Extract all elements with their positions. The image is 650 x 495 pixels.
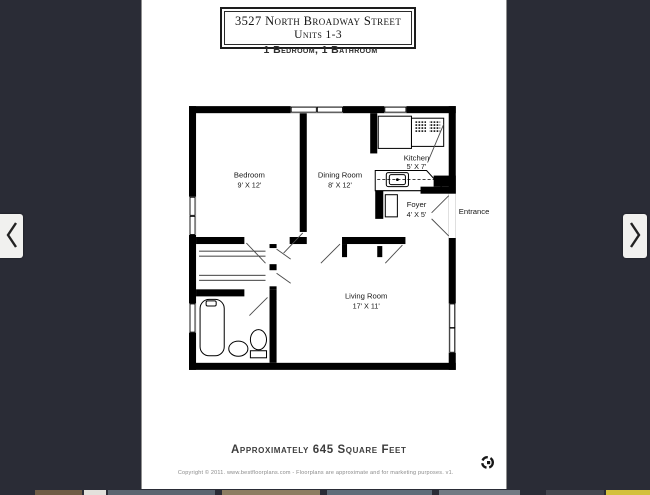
- room-label-kitchen: Kitchen: [403, 153, 430, 163]
- closet-shelves: [199, 251, 265, 280]
- chevron-left-icon: [4, 220, 20, 253]
- foyer-closet-icon: [385, 195, 397, 217]
- thumbnail-sliver[interactable]: [108, 490, 215, 495]
- thumbnail-sliver[interactable]: [35, 490, 82, 495]
- room-dims-living: 17' X 11': [352, 301, 380, 311]
- room-dims-foyer: 4' X 5': [406, 209, 427, 219]
- room-label-living: Living Room: [344, 291, 388, 301]
- thumbnail-sliver[interactable]: [606, 490, 650, 495]
- bed-bath-summary: 1 Bedroom, 1 Bathroom: [263, 44, 378, 56]
- thumbnail-sliver[interactable]: [222, 490, 320, 495]
- previous-image-button[interactable]: [0, 214, 23, 258]
- entrance-label: Entrance: [458, 206, 490, 216]
- thumbnail-sliver[interactable]: [327, 490, 432, 495]
- floorplan-brand-logo-icon: [480, 455, 495, 470]
- bathtub-icon: [200, 299, 224, 355]
- room-dims-bedroom: 9' X 12': [237, 180, 262, 190]
- room-dims-kitchen: 5' X 7': [406, 162, 427, 172]
- window-icons: [190, 107, 455, 352]
- next-image-button[interactable]: [623, 214, 647, 258]
- units-line: Units 1-3: [294, 29, 343, 41]
- burner-grid-icon: [415, 121, 426, 132]
- thumbnail-sliver[interactable]: [546, 490, 604, 495]
- floorplan-drawing: [189, 106, 491, 370]
- bathroom-sink-icon: [229, 341, 248, 356]
- copyright-text: Copyright © 2011. www.bestfloorplans.com - Floorplans are approximate and for marketing purposes. v1.: [177, 470, 454, 476]
- floorplan-image: [141, 0, 507, 489]
- chevron-right-icon: [627, 220, 643, 253]
- toilet-icon: [250, 330, 266, 350]
- burner-grid-icon: [429, 121, 440, 132]
- address-line: 3527 North Broadway Street: [235, 14, 402, 28]
- address-title-box: [220, 7, 416, 49]
- thumbnail-sliver[interactable]: [84, 490, 106, 495]
- room-label-dining: Dining Room: [317, 170, 363, 180]
- room-dims-dining: 8' X 12': [328, 180, 352, 190]
- square-footage-text: Approximately 645 Square Feet: [231, 444, 407, 456]
- room-label-bedroom: Bedroom: [233, 170, 265, 180]
- thumbnail-sliver[interactable]: [439, 490, 520, 495]
- room-label-foyer: Foyer: [406, 199, 427, 209]
- kitchen-counter-icon: [378, 116, 411, 148]
- walls: [189, 106, 456, 370]
